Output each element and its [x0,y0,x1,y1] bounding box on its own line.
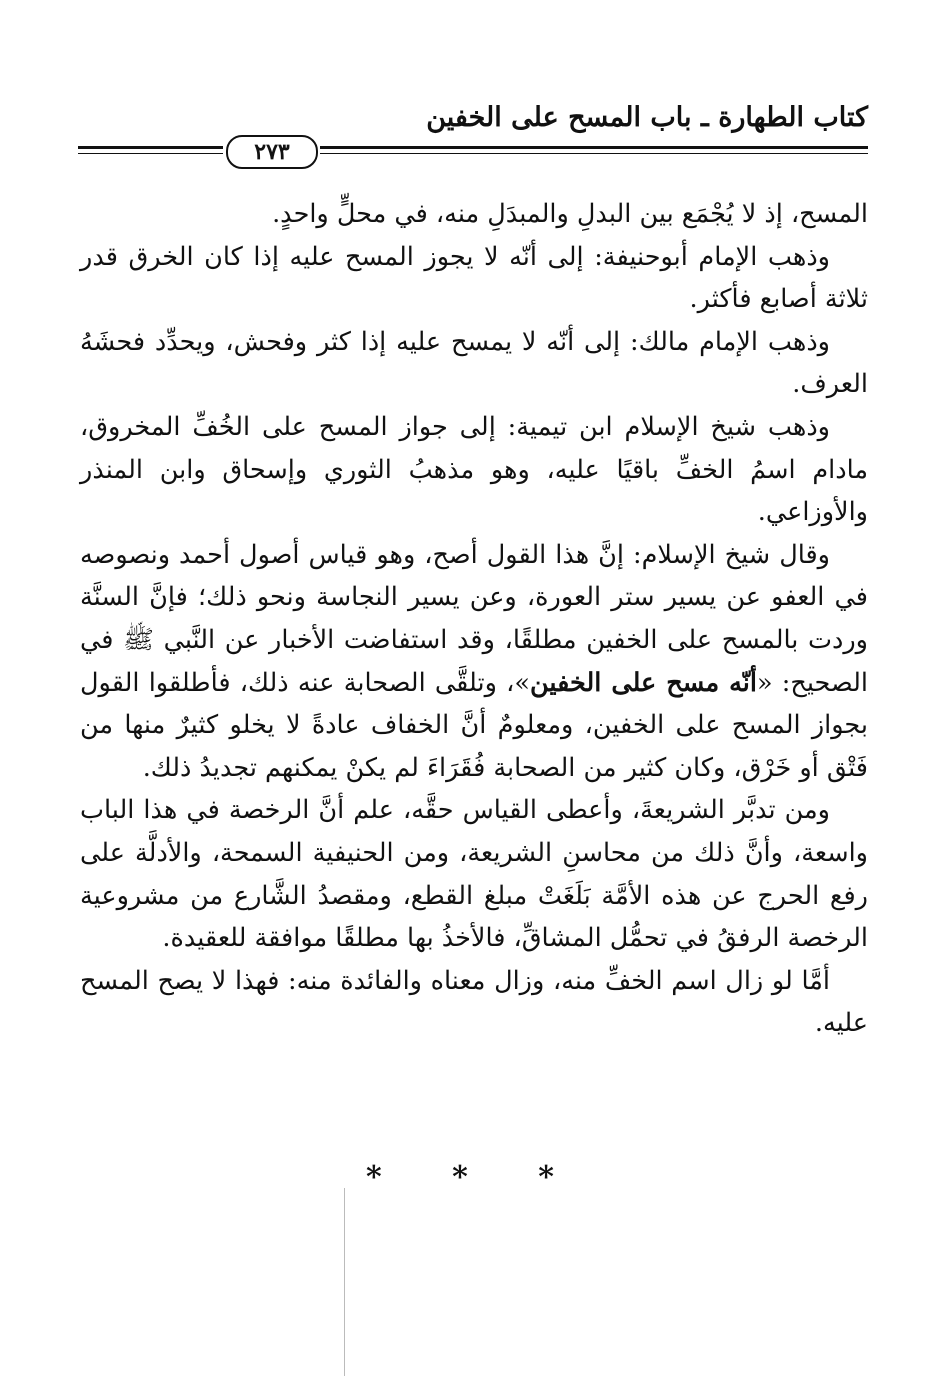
paragraph-2: وذهب الإمام أبوحنيفة: إلى أنّه لا يجوز المسح عليه إذا كان الخرق قدر ثلاثة أصابع فأكثر. [80,241,868,315]
paragraph-7: أمَّا لو زال اسم الخفِّ منه، وزال معناه والفائدة منه: فهذا لا يصح المسح عليه. [80,965,868,1039]
header-rule-right-thick [320,146,868,149]
paragraph-3: وذهب الإمام مالك: إلى أنّه لا يمسح عليه إذا كثر وفحش، ويحدِّد فحشَهُ العرف. [80,326,868,400]
scan-artifact-line [344,1188,345,1376]
paragraph-1: المسح، إذ لا يُجْمَع بين البدلِ والمبدَلِ منه، في محلٍّ واحدٍ. [272,199,868,229]
hadith-quote: أنّه مسح على الخفين [529,667,757,698]
paragraph-5-start: وقال شيخ الإسلام: إنَّ هذا القول أصح، وهو قياس أصول أحمد ونصوصه في العفو عن يسير ستر العورة، وعن يسير النجاسة ونحو ذلك؛ فإنَّ السنَّة وردت بالمسح على الخفين مطلقًا، وقد استفاضت الأخبار عن النَّبي ﷺ في الصحيح: « [80,539,868,698]
chapter-title: كتاب الطهارة ـ باب المسح على الخفين [426,102,868,133]
paragraph-5 [80,534,868,790]
paragraph-5-end: »، وتلقَّى الصحابة عنه ذلك، فأطلقوا القول بجواز المسح على الخفين، ومعلومٌ أنَّ الخفاف عادةً لا يخلو كثيرٌ منها من فَتْق أو خَرْق، وكان كثير من الصحابة فُقَرَاءَ لم يكنْ يمكنهم تجديدُ ذلك. [80,667,868,783]
section-separator: * * * [366,1160,584,1195]
header-rule-left-thick [78,146,223,149]
header-rule-right-thin [320,153,868,154]
page-number: ٢٧٣ [226,135,318,169]
paragraph-4: وذهب شيخ الإسلام ابن تيمية: إلى جواز المسح على الخُفِّ المخروق، مادام اسمُ الخفِّ باقيًا عليه، وهو مذهبُ الثوري وإسحاق وابن المنذر والأوزاعي. [80,411,868,528]
main-text [80,193,868,1045]
header-rule [78,146,868,158]
paragraph-6: ومن تدبَّر الشريعةَ، وأعطى القياس حقَّه، علم أنَّ الرخصة في هذا الباب واسعة، وأنَّ ذلك من محاسنِ الشريعة، ومن الحنيفية السمحة، والأدلَّة على رفع الحرج عن هذه الأمَّة بَلَغَتْ مبلغ القطع، ومقصدُ الشَّارع من مشروعية الرخصة الرفقُ في تحمُّل المشاقِّ، فالأخذُ بها مطلقًا موافقة للعقيدة. [80,795,869,954]
running-header [78,100,868,164]
header-rule-left-thin [78,153,223,154]
